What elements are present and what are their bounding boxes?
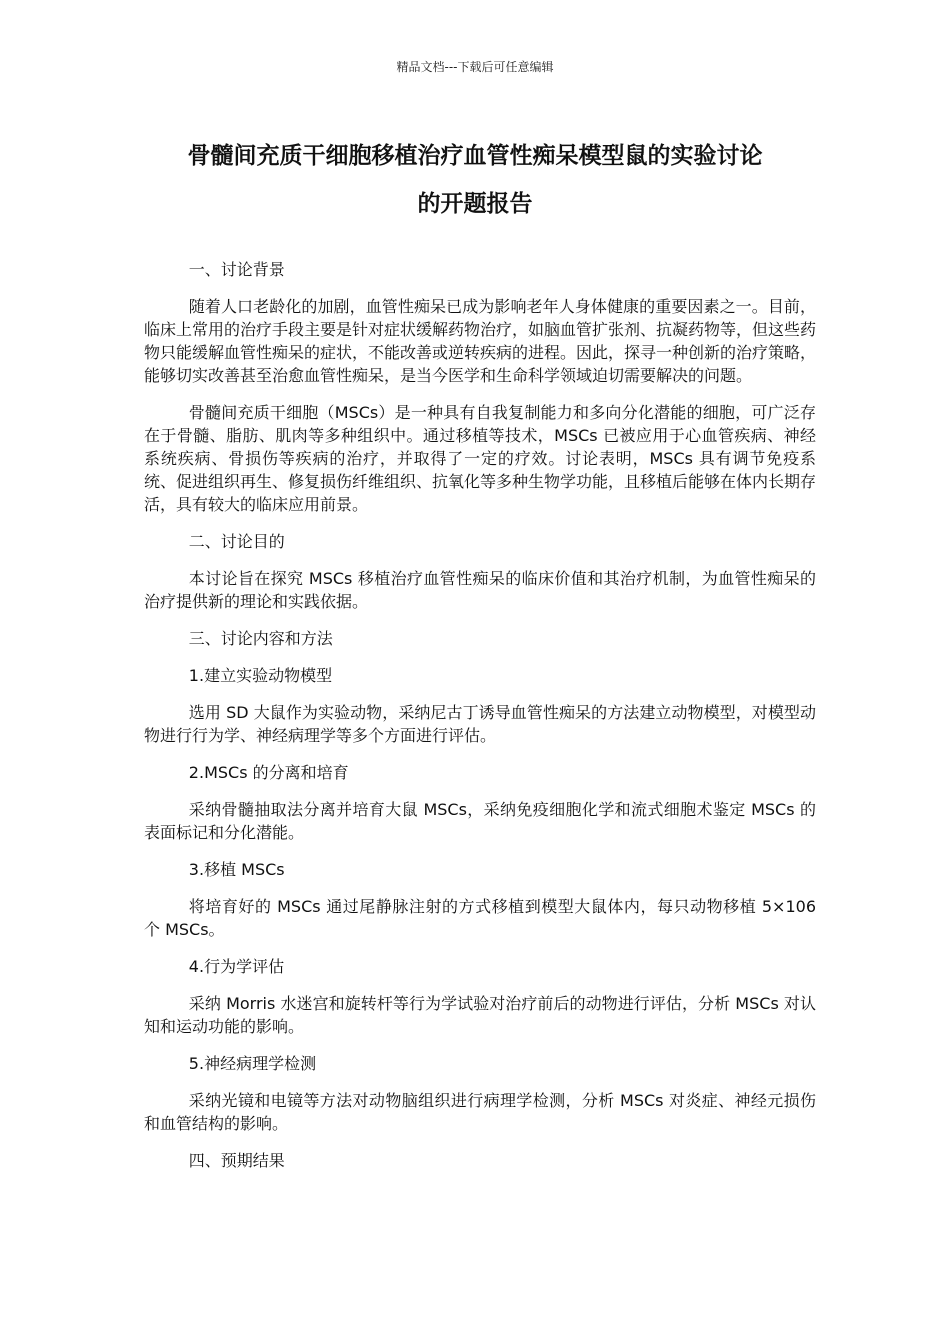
paragraph-behavior: 采纳 Morris 水迷宫和旋转杆等行为学试验对治疗前后的动物进行评估，分析 MSCs 对认知和运动功能的影响。: [144, 994, 816, 1036]
title-line-2: 的开题报告: [417, 191, 533, 217]
section-heading-methods: 三、讨论内容和方法: [188, 629, 333, 648]
subheading-msc-isolation: 2.MSCs 的分离和培育: [188, 763, 349, 782]
section-heading-background: 一、讨论背景: [188, 260, 285, 279]
paragraph-background-2: 骨髓间充质干细胞（MSCs）是一种具有自我复制能力和多向分化潜能的细胞，可广泛存在于骨髓、脂肪、肌肉等多种组织中。通过移植等技术，MSCs 已被应用于心血管疾病、神经系统疾病、骨损伤等疾病的治疗，并取得了一定的疗效。讨论表明，MSCs 具有调节免疫系统、促进组织再生、修复损伤纤维组织、抗氧化等多种生物学功能，且移植后能够在体内长期存活，具有较大的临床应用前景。: [144, 403, 817, 514]
paragraph-transplant: 将培育好的 MSCs 通过尾静脉注射的方式移植到模型大鼠体内，每只动物移植 5×106 个 MSCs。: [144, 897, 816, 939]
subheading-transplant: 3.移植 MSCs: [188, 860, 285, 879]
paragraph-msc-isolation: 采纳骨髓抽取法分离并培育大鼠 MSCs，采纳免疫细胞化学和流式细胞术鉴定 MSCs 的表面标记和分化潜能。: [144, 800, 816, 842]
document-body: [144, 258, 816, 1186]
paragraph-pathology: 采纳光镜和电镜等方法对动物脑组织进行病理学检测，分析 MSCs 对炎症、神经元损伤和血管结构的影响。: [144, 1091, 816, 1133]
subheading-behavior: 4.行为学评估: [188, 957, 285, 976]
subheading-pathology: 5.神经病理学检测: [188, 1054, 317, 1073]
section-heading-purpose: 二、讨论目的: [188, 532, 285, 551]
header-note: 精品文档---下载后可任意编辑: [396, 60, 554, 74]
paragraph-animal-model: 选用 SD 大鼠作为实验动物，采纳尼古丁诱导血管性痴呆的方法建立动物模型，对模型动物进行行为学、神经病理学等多个方面进行评估。: [144, 703, 816, 745]
subheading-animal-model: 1.建立实验动物模型: [188, 666, 333, 685]
paragraph-purpose: 本讨论旨在探究 MSCs 移植治疗血管性痴呆的临床价值和其治疗机制，为血管性痴呆的治疗提供新的理论和实践依据。: [144, 569, 816, 611]
section-heading-expected-results: 四、预期结果: [188, 1151, 285, 1170]
title-line-1: 骨髓间充质干细胞移植治疗血管性痴呆模型鼠的实验讨论: [187, 143, 763, 169]
paragraph-background-1: 随着人口老龄化的加剧，血管性痴呆已成为影响老年人身体健康的重要因素之一。目前，临床上常用的治疗手段主要是针对症状缓解药物治疗，如脑血管扩张剂、抗凝药物等，但这些药物只能缓解血管性痴呆的症状，不能改善或逆转疾病的进程。因此，探寻一种创新的治疗策略，能够切实改善甚至治愈血管性痴呆，是当今医学和生命科学领域迫切需要解决的问题。: [144, 297, 817, 385]
document-title: [120, 132, 830, 228]
